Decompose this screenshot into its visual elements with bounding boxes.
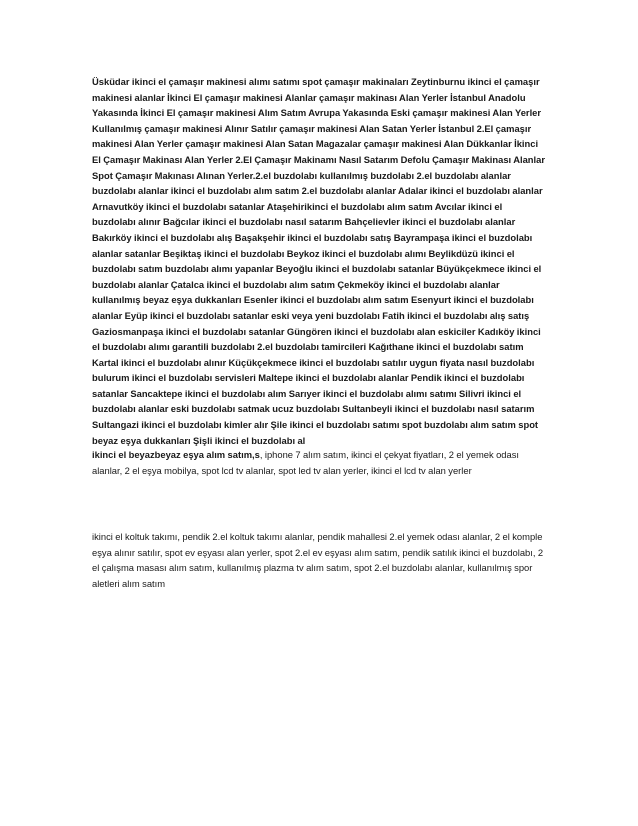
paragraph-lead-bold: ikinci el beyazbeyaz eşya alım satım,s xyxy=(92,449,260,460)
paragraph-rest: , iphone 7 alım satım, ikinci el çekyat fiyatları, 2 el yemek odası alanlar, 2 el eşya mobilya, spot lcd tv alanlar, spot led tv alan yerler, ikinci el lcd tv alan yerler xyxy=(92,449,520,476)
body-paragraph-mixed xyxy=(92,447,548,478)
body-paragraph-plain: ikinci el koltuk takımı, pendik 2.el koltuk takımı alanlar, pendik mahallesi 2.el yemek odası alanlar, 2 el komple eşya alınır satılır, spot ev eşyası alan yerler, spot 2.el ev eşyası alım satım, pendik satılık ikinci el buzdolabı, 2 el çalışma masası alım satım, kullanılmış plazma tv alım satım, spot 2.el buzdolabı alanlar, kullanılmış spor aletleri alım satım xyxy=(92,531,544,589)
body-paragraph-bold: Üsküdar ikinci el çamaşır makinesi alımı satımı spot çamaşır makinaları Zeytinburnu ikinci el çamaşır makinesi alanlar İkinci El çamaşır makinesi Alanlar çamaşır makinası Alan Yerler İstanbul Anadolu Yakasında İkinci El çamaşır makinesi Alım Satım Avrupa Yakasında Eski çamaşır makinesi Alan Yerler Kullanılmış çamaşır makinesi Alınır Satılır çamaşır makinesi Alan Satan Yerler İstanbul 2.El çamaşır makinesi Alan Yerler çamaşır makinesi Alan Satan Magazalar çamaşır makinesi Alan Dükkanlar İkinci El Çamaşır Makinası Alan Yerler 2.El Çamaşır Makinamı Nasıl Satarım Defolu Çamaşır Makinası Alanlar Spot Çamaşır Makınası Alınan Yerler.2.el buzdolabı kullanılmış buzdolabı 2.el buzdolabı alanlar buzdolabı alanlar ikinci el buzdolabı alım satım 2.el buzdolabı alanlar Adalar ikinci el buzdolabı alanlar Arnavutköy ikinci el buzdolabı satanlar Ataşehirikinci el buzdolabı alım satım Avcılar ikinci el buzdolabı alınır Bağcılar ikinci el buzdolabı nasıl satarım Bahçelievler ikinci el buzdolabı alanlar Bakırköy ikinci el buzdolabı alış Başakşehir ikinci el buzdolabı satış Bayrampaşa ikinci el buzdolabı alanlar satanlar Beşiktaş ikinci el buzdolabı Beykoz ikinci el buzdolabı alımı Beylikdüzü ikinci el buzdolabı satım buzdolabı alımı yapanlar Beyoğlu ikinci el buzdolabı satanlar Büyükçekmece ikinci el buzdolabı alanlar Çatalca ikinci el buzdolabı alım satım Çekmeköy ikinci el buzdolabı alanlar kullanılmış beyaz eşya dukkanları Esenler ikinci el buzdolabı alım satım Esenyurt ikinci el buzdolabı alanlar Eyüp ikinci el buzdolabı satanlar eski veya yeni buzdolabı Fatih ikinci el buzdolabı alış satış Gaziosmanpaşa ikinci el buzdolabı satanlar Güngören ikinci el buzdolabı alan eskiciler Kadıköy ikinci el buzdolabı alımı garantili buzdolabı 2.el buzdolabı tamircileri Kağıthane ikinci el buzdolabı satım Kartal ikinci el buzdolabı alınır Küçükçekmece ikinci el buzdolabı satılır uygun fiyata nasıl buzdolabı bulurum ikinci el buzdolabı servisleri Maltepe ikinci el buzdolabı alanlar Pendik ikinci el buzdolabı satanlar Sancaktepe ikinci el buzdolabı alım Sarıyer ikinci el buzdolabı alımı satımı Silivri ikinci el buzdolabı alanlar eski buzdolabı satmak ucuz buzdolabı Sultanbeyli ikinci el buzdolabı nasıl satarım Sultangazi ikinci el buzdolabı kimler alır Şile ikinci el buzdolabı satımı spot buzdolabı alım satım spot beyaz eşya dukkanları Şişli ikinci el buzdolabı al xyxy=(92,76,545,446)
